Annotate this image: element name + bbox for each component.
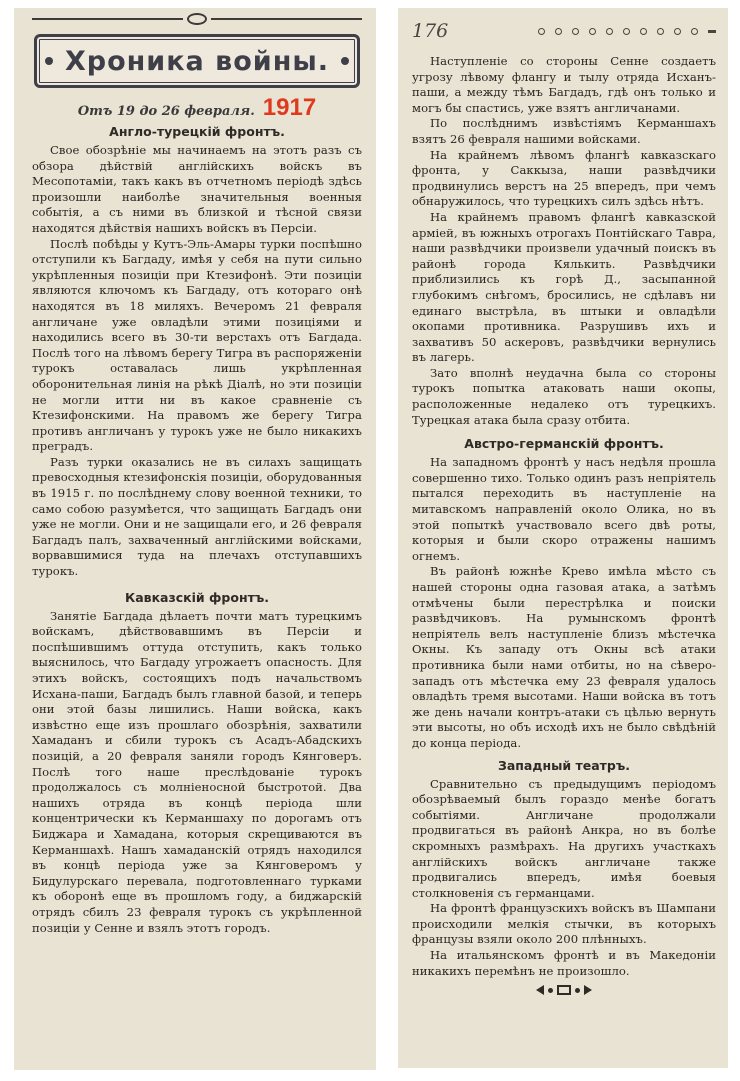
circle-row-ornament-icon: [538, 28, 716, 35]
paragraph: На итальянскомъ фронтѣ и въ Македоніи никакихъ перемѣнъ не произошло.: [412, 948, 716, 978]
loop-ornament-icon: [187, 13, 207, 25]
date-range: Отъ 19 до 26 февраля.: [77, 104, 255, 119]
paragraph: Въ районѣ южнѣе Крево имѣла мѣсто съ нашей стороны одна газовая атака, а затѣмъ отмѣчены были перестрѣлка и поиски развѣдчиковъ. На румынскомъ фронтѣ непріятель велъ наступленіе близъ мѣстечка Окны. Къ западу отъ Окны всѣ атаки противника были нами отбиты, но на сѣверо-западъ отъ мѣстечка ему 23 февраля удалось овладѣть тремя высотами. Наши войска въ тотъ же день начали контръ-атаки съ цѣлью вернуть эти высоты, но объ исходѣ ихъ не было свѣдѣній до конца періода.: [412, 564, 716, 750]
paragraph: По послѣднимъ извѣстіямъ Керманшахъ взятъ 26 февраля нашими войсками.: [412, 116, 716, 146]
paragraph: На крайнемъ правомъ флангѣ кавказской арміей, въ южныхъ отрогахъ Понтійскаго Тавра, наши развѣдчики произвели удачный поискъ въ районѣ города Кялькить. Развѣдчики приблизились къ горѣ Д., засыпанной глубокимъ снѣгомъ, бросились, не сдѣлавъ ни единаго выстрѣла, въ штыки и овладѣли окопами противника. Разрушивъ ихъ и захвативъ 50 аскеровъ, развѣдчики вернулись въ лагерь.: [412, 209, 716, 365]
left-column: [14, 8, 376, 1070]
dot-ornament-icon: [45, 57, 53, 65]
section-title-austro-german: Австро-германскій фронтъ.: [464, 436, 664, 452]
paragraph: На западномъ фронтѣ у насъ недѣля прошла совершенно тихо. Только одинъ разъ непріятель пытался переходить въ наступленіе на митавскомъ направленій около Олика, но въ этой попыткѣ участвовало всего двѣ роты, которыя и были скоро отражены нашимъ огнемъ.: [412, 455, 716, 563]
chronicle-banner: [34, 34, 360, 88]
dateline: [32, 94, 362, 122]
paragraph: Свое обозрѣніе мы начинаемъ на этотъ разъ съ обзора дѣйствій англійскихъ войскъ въ Месопотамiи, такъ какъ въ отчетномъ періодѣ здѣсь произошли наиболѣе значительныя военныя событія, а съ ними въ близкой и тѣсной связи находятся дѣйствія нашихъ войскъ въ Персіи.: [32, 143, 362, 235]
paragraph: Занятіе Багдада дѣлаетъ почти матъ турецкимъ войскамъ, дѣйствовавшимъ въ Персіи и поспѣшившимъ оттуда отступить, какъ только выяснилось, что Багдаду угрожаетъ опасность. Для этихъ войскъ, состоящихъ подъ начальствомъ Исхана-паши, Багдадъ былъ главной базой, и теперь они этой базы лишились. Наши войска, какъ извѣстно еще изъ прошлаго обозрѣнія, захватили Хамаданъ и сбили турокъ съ Асадъ-Абадскихъ позицій, а 20 февраля заняли городъ Кянговеръ. Послѣ того наше преслѣдованіе турокъ продолжалось съ молніеносной быстротой. Два нашихъ отряда въ концѣ періода шли концентрически къ Керманшаху по дорогамъ отъ Биджара и Хамадана, которыя скрещиваются въ Керманшахѣ. Нашъ хамаданскій отрядъ находился въ концѣ періода уже за Кянговеромъ у Бидулурскаго перевала, подготовленнаго турками къ оборонѣ еще въ прошломъ году, а биджарскій отрядъ сбилъ 23 февраля турокъ съ укрѣпленной позиціи у Сенне и взялъ этотъ городъ.: [32, 608, 362, 935]
page-number: 176: [412, 20, 449, 42]
paragraph: На крайнемъ лѣвомъ флангѣ кавказскаго фронта, у Саккыза, наши развѣдчики продвинулись верстъ на 25 впередъ, при чемъ обнаружилось, что турецкихъ силъ здѣсь нѣтъ.: [412, 147, 716, 209]
paragraph: Наступленіе со стороны Сенне создаетъ угрозу лѣвому флангу и тылу отряда Исханъ-паши, а между тѣмъ Багдадъ, гдѣ онъ только и могъ бы спастись, уже взятъ англичанами.: [412, 54, 716, 115]
paragraph: На фронтѣ французскихъ войскъ въ Шампани происходили мелкія стычки, въ которыхъ французы взяли около 200 плѣнныхъ.: [412, 901, 716, 947]
paragraph: Послѣ побѣды у Кутъ-Эль-Амары турки поспѣшно отступили къ Багдаду, имѣя у себя на пути сильно укрѣпленныя позиціи при Ктезифонѣ. Эти позиціи являются ключомъ къ Багдаду, отъ котораго онѣ находятся въ 18 миляхъ. Вечеромъ 21 февраля англичане уже овладѣли этими позиціями и находились всего въ 30-ти верстахъ отъ Багдада. Послѣ того на лѣвомъ берегу Тигра въ распоряженіи турокъ оставалась лишь укрѣпленная оборонительная линія на рѣкѣ Діалѣ, но эти позиціи не могли итти ни въ какое сравненіе съ Ктезифонскими. На правомъ же берегу Тигра противъ англичанъ у турокъ уже не было никакихъ преградъ.: [32, 236, 362, 454]
section-title-caucasian: Кавказскій фронтъ.: [125, 589, 269, 605]
dot-ornament-icon: [341, 57, 349, 65]
top-rule-ornament: [32, 12, 362, 26]
section-title-western: Западный театръ.: [497, 757, 631, 773]
year-annotation: 1917: [262, 94, 317, 121]
paragraph: Сравнительно съ предыдущимъ періодомъ обозрѣваемый былъ гораздо менѣе богатъ событіями. Англичане продолжали продвигаться въ районѣ Анкра, но въ болѣе скромныхъ размѣрахъ. На другихъ участкахъ англійскихъ войскъ англичане также продвигались впередъ, имѣя боевыя столкновенія съ германцами.: [412, 776, 716, 900]
page-title: Хроника войны.: [64, 45, 330, 77]
page-header: [412, 20, 716, 42]
section-title-anglo-turkish: Англо-турецкій фронтъ.: [109, 124, 285, 139]
right-column: [398, 8, 728, 1068]
arrow-square-ornament-icon: [412, 985, 716, 995]
paragraph: Зато вполнѣ неудачна была со стороны турокъ попытка атаковать наши окопы, расположенные недалеко отъ турецкихъ. Турецкая атака была сразу отбита.: [412, 365, 716, 427]
paragraph: Разъ турки оказались не въ силахъ защищать превосходныя ктезифонскія позиціи, оборудованныя въ 1915 г. по послѣднему слову военной техники, то само собою разумѣется, что защищать Багдадъ они уже не могли. Они и не защищали его, и 26 февраля Багдадъ палъ, захваченный англійскими войсками, ворвавшимися туда на плечахъ отступавшихъ турокъ.: [32, 454, 362, 579]
